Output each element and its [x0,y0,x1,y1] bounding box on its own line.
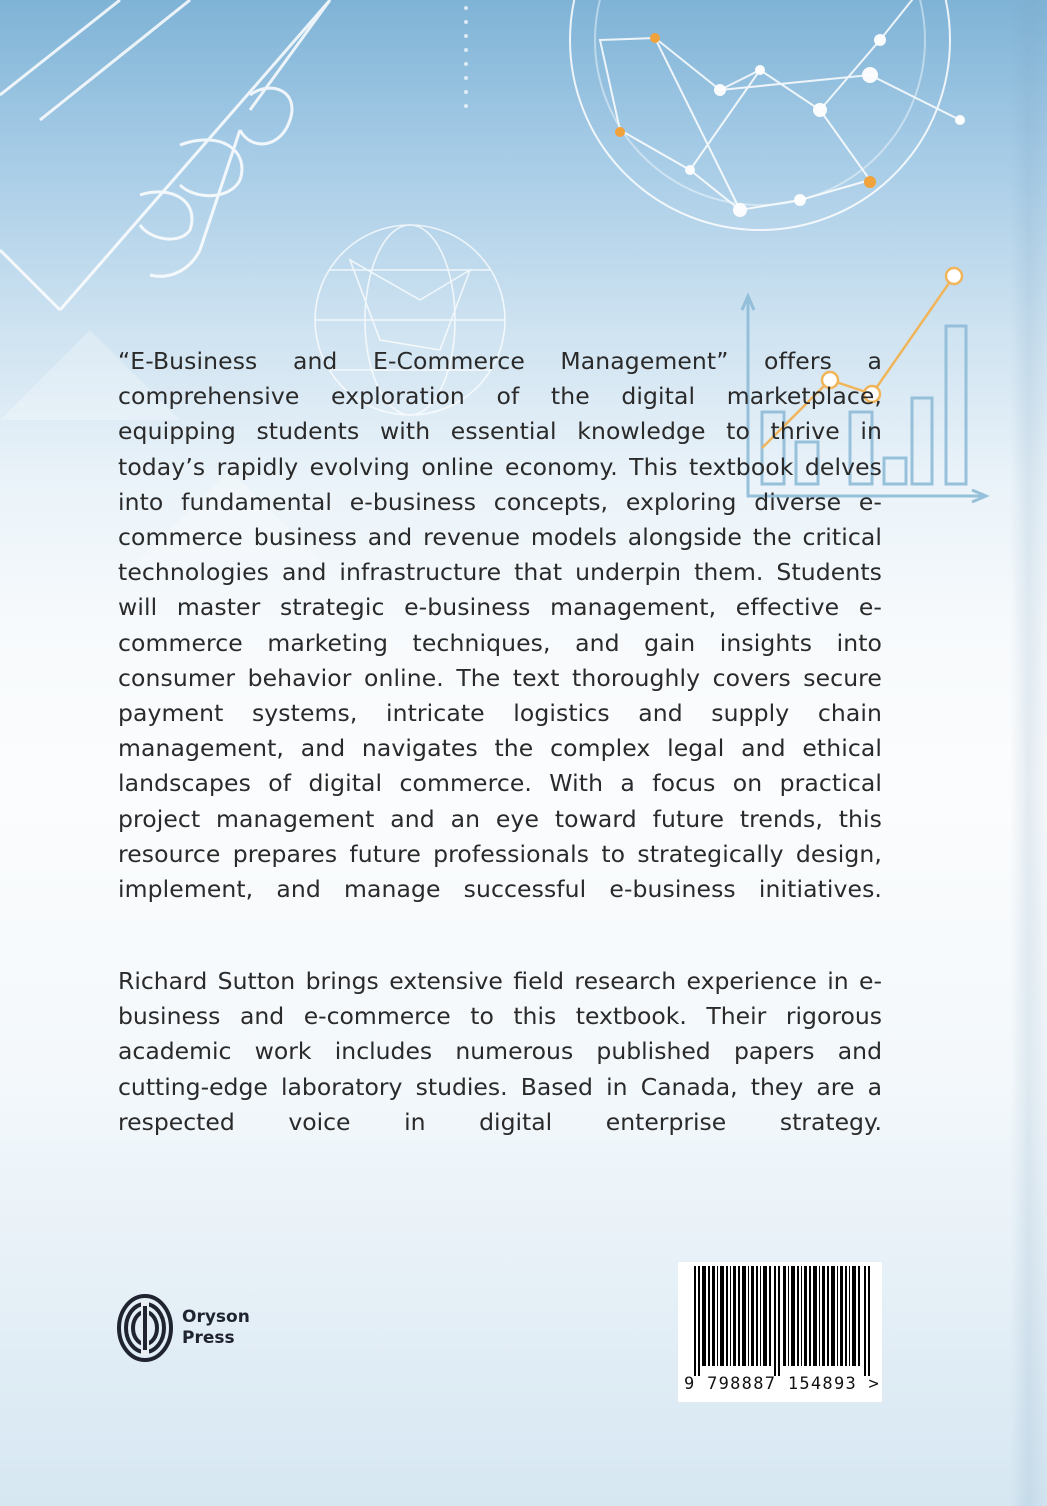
publisher-name [182,1307,250,1349]
globe-orange-nodes [615,33,876,188]
isbn-digits: 9 798887 154893 > [684,1374,881,1394]
publisher-name-line1: Oryson [182,1307,250,1327]
author-bio: Richard Sutton brings extensive field research experience in e-business and e-commerce to this textbook. Their rigorous academic work includes numerous published papers and cutting-edge laboratory studies. Based in Canada, they are a respected voice in digital enterprise strategy. [118,967,882,1136]
dotted-line [464,6,468,108]
barcode-icon [694,1266,874,1376]
oryson-logo-icon [116,1292,174,1364]
publisher-name-line2: Press [182,1328,235,1348]
book-description: “E-Business and E-Commerce Management” offers a comprehensive exploration of the digital marketplace, equipping students with essential knowledge to thrive in today’s rapidly evolving online economy. This textbook delves into fundamental e-business concepts, exploring diverse e-commerce business and revenue models alongside the critical technologies and infrastructure that underpin them. Students will master strategic e-business management, effective e-commerce marketing techniques, and gain insights into consumer behavior online. The text thoroughly covers secure payment systems, intricate logistics and supply chain management, and navigates the complex legal and ethical landscapes of digital commerce. With a focus on practical project management and an eye toward future trends, this resource prepares future professionals to strategically design, implement, and manage successful e-business initiatives. [118,347,882,904]
isbn-barcode [678,1262,882,1402]
spine-edge [1010,0,1047,1506]
globe-network [570,0,960,230]
publisher-logo [116,1292,266,1364]
hand-tablet-illustration [0,0,330,310]
